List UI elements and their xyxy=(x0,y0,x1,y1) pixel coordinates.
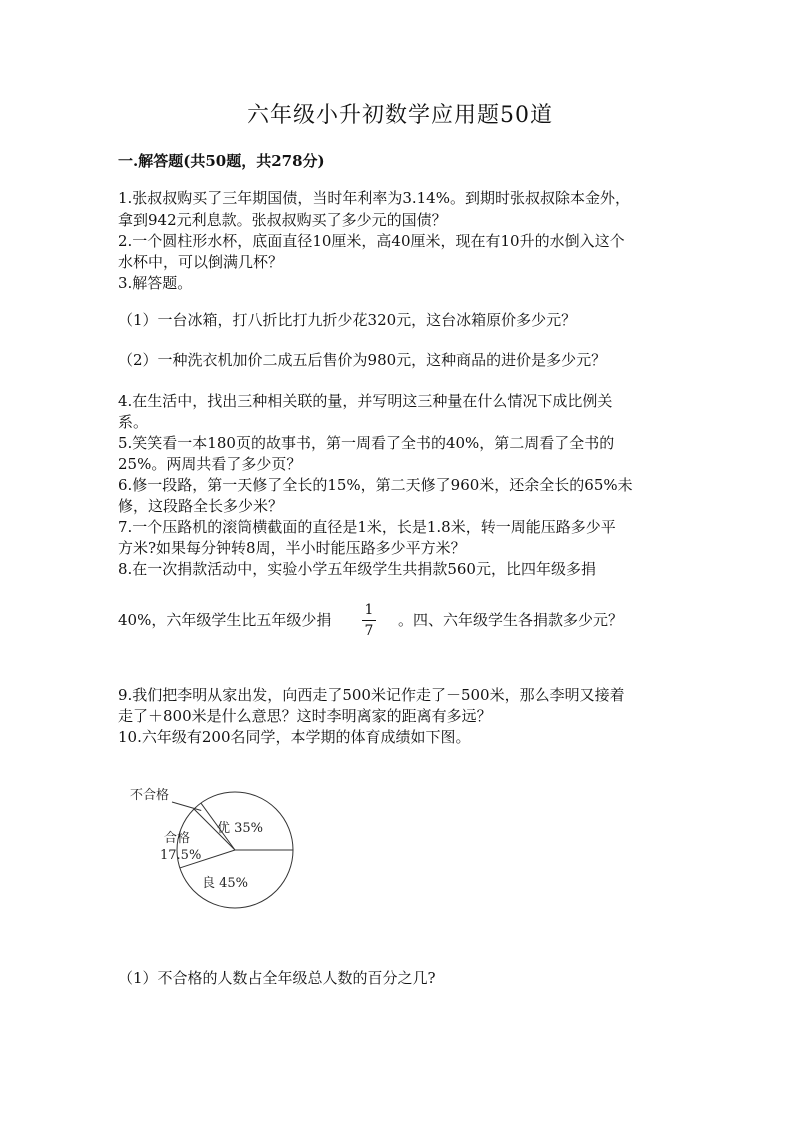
q8-line1: 8.在一次捐款活动中，实验小学五年级学生共捐款560元，比四年级多捐 xyxy=(118,560,596,578)
q9-line2: 走了＋800米是什么意思？这时李明离家的距离有多远？ xyxy=(118,707,492,725)
q8-line2-a: 40%，六年级学生比五年级少捐 xyxy=(118,611,332,629)
pie-group xyxy=(130,787,293,908)
q2-line2: 水杯中，可以倒满几杯？ xyxy=(118,253,284,271)
slice-label-good: 良 45% xyxy=(202,876,249,891)
fraction-bar xyxy=(362,620,376,621)
q3-sub2: （2）一种洗衣机加价二成五后售价为980元，这种商品的进价是多少元？ xyxy=(118,351,607,369)
slice-label-fail: 不合格 xyxy=(130,788,170,803)
q9-line1: 9.我们把李明从家出发，向西走了500米记作走了－500米，那么李明又接着 xyxy=(118,686,625,704)
q3-line1: 3.解答题。 xyxy=(118,274,193,292)
q6-line2: 修，这段路全长多少米？ xyxy=(118,497,284,515)
q2-line1: 2.一个圆柱形水杯，底面直径10厘米，高40厘米，现在有10升的水倒入这个 xyxy=(118,232,625,250)
q5-line2: 25%。两周共看了多少页？ xyxy=(118,455,302,473)
page-title: 六年级小升初数学应用题50道 xyxy=(247,103,553,128)
q10-line1: 10.六年级有200名同学，本学期的体育成绩如下图。 xyxy=(118,728,471,746)
q4-line2: 系。 xyxy=(118,413,149,431)
q4-line1: 4.在生活中，找出三种相关联的量，并写明这三种量在什么情况下成比例关 xyxy=(118,392,613,410)
fraction-one-seventh xyxy=(362,602,376,639)
q5-line1: 5.笑笑看一本180页的故事书，第一周看了全书的40%，第二周看了全书的 xyxy=(118,434,615,452)
section-header: 一.解答题(共50题，共278分) xyxy=(118,152,325,170)
q7-line1: 7.一个压路机的滚筒横截面的直径是1米，长是1.8米，转一周能压路多少平 xyxy=(118,518,616,536)
q8-line2-b: 。四、六年级学生各捐款多少元？ xyxy=(398,611,624,629)
q3-sub1: （1）一台冰箱，打八折比打九折少花320元，这台冰箱原价多少元？ xyxy=(118,311,577,329)
slice-label-pass-value: 17.5% xyxy=(160,848,202,863)
q6-line1: 6.修一段路，第一天修了全长的15%，第二天修了960米，还余全长的65%未 xyxy=(118,476,633,494)
q1-line2: 拿到942元利息款。张叔叔购买了多少元的国债？ xyxy=(118,211,447,229)
fraction-numerator: 1 xyxy=(364,602,374,618)
fraction-denominator: 7 xyxy=(364,623,374,639)
slice-label-excellent: 优 35% xyxy=(217,821,264,836)
q1-line1: 1.张叔叔购买了三年期国债，当时年利率为3.14%。到期时张叔叔除本金外， xyxy=(118,189,630,207)
pie-chart xyxy=(120,782,320,922)
q10-sub1: （1）不合格的人数占全年级总人数的百分之几? xyxy=(118,969,436,987)
q7-line2: 方米?如果每分钟转8周，半小时能压路多少平方米？ xyxy=(118,539,466,557)
slice-label-pass: 合格 xyxy=(164,831,191,846)
